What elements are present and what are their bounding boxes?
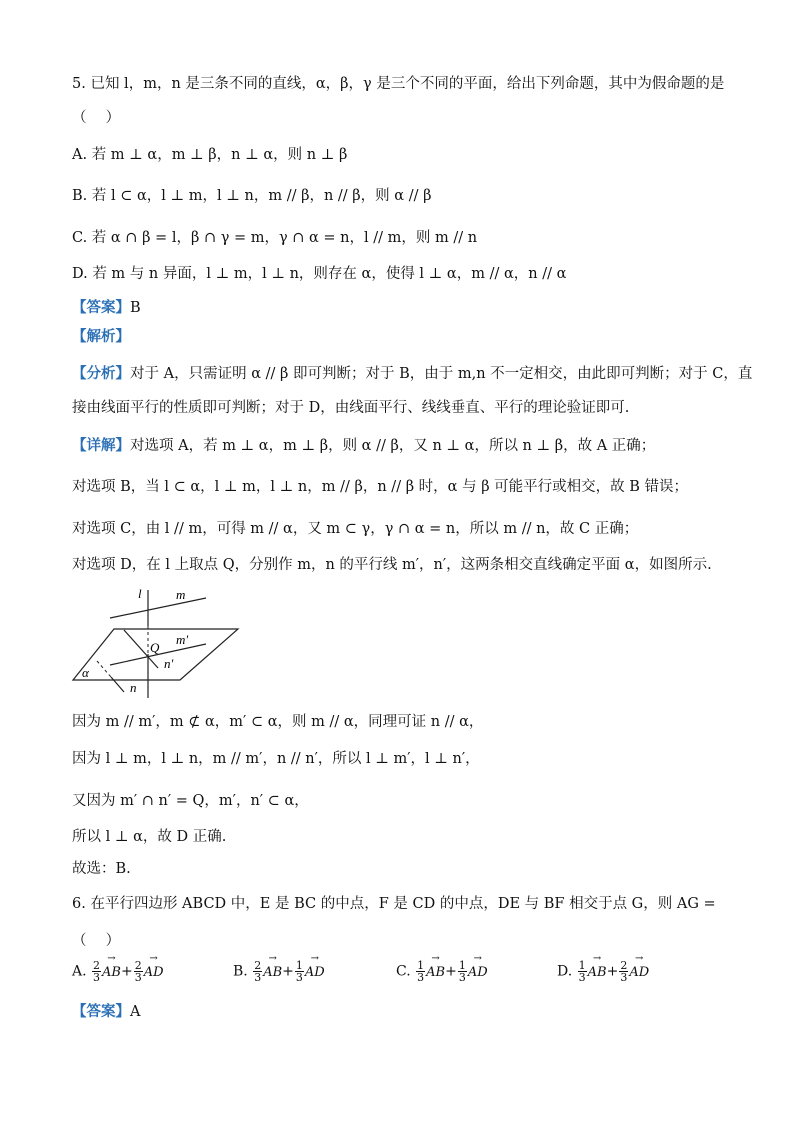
- label-n-prime: n′: [164, 656, 174, 671]
- frac-num: 1: [578, 959, 586, 972]
- q5-option-b: B. 若 l ⊂ α，l ⊥ m，l ⊥ n，m // β，n // β，则 α // β: [72, 188, 432, 204]
- frac-den: 3: [134, 971, 142, 984]
- coef-fraction: [92, 960, 101, 983]
- frac-num: 2: [93, 959, 101, 972]
- operator: +: [445, 963, 457, 980]
- q5-detail-c: 对选项 C，由 l // m，可得 m // α，又 m ⊂ γ，γ ∩ α = n，所以 m // n，故 C 正确；: [72, 521, 639, 537]
- vector: → AB: [426, 965, 445, 980]
- answer-tag: 【答案】: [72, 299, 130, 316]
- q5-after-1: 因为 m // m′，m ⊄ α，m′ ⊂ α，则 m // α，同理可证 n // α，: [72, 714, 484, 730]
- frac-den: 3: [295, 971, 303, 984]
- frac-den: 3: [578, 971, 586, 984]
- option-letter: B.: [233, 963, 248, 980]
- q5-xiangjie-line-1: [72, 436, 722, 456]
- label-m-prime: m′: [176, 632, 189, 647]
- q6-option-d: [557, 960, 649, 983]
- frac-num: 2: [134, 959, 142, 972]
- q6-paren: （ ）: [72, 933, 121, 949]
- q5-after-4: 所以 l ⊥ α，故 D 正确.: [72, 829, 227, 845]
- q6-answer: A: [130, 1004, 141, 1020]
- q5-after-2: 因为 l ⊥ m，l ⊥ n，m // m′，n // n′，所以 l ⊥ m′，l ⊥ n′，: [72, 751, 480, 767]
- coef-fraction: [295, 960, 304, 983]
- frac-den: 3: [254, 971, 262, 984]
- label-n: n: [130, 680, 137, 695]
- fenxi-tag: 【分析】: [72, 365, 130, 382]
- analysis-tag: 【解析】: [72, 328, 130, 345]
- q6-option-b: [233, 960, 325, 983]
- vector: → AD: [305, 965, 325, 980]
- line-n-hidden: [97, 661, 111, 677]
- label-alpha: α: [82, 665, 89, 680]
- operator: +: [282, 963, 294, 980]
- coef-fraction: [578, 960, 587, 983]
- xiangjie-text-1: 对选项 A，若 m ⊥ α，m ⊥ β，则 α // β，又 n ⊥ α，所以 n ⊥ β，故 A 正确；: [130, 438, 656, 454]
- option-letter: C.: [396, 963, 411, 980]
- frac-den: 3: [93, 971, 101, 984]
- line-m: [110, 598, 206, 618]
- option-letter: A.: [72, 963, 87, 980]
- q5-final: 故选：B.: [72, 861, 131, 877]
- xiangjie-tag: 【详解】: [72, 437, 130, 454]
- operator: +: [606, 963, 619, 980]
- vector: → AB: [102, 965, 121, 980]
- label-Q: Q: [150, 640, 160, 655]
- operator: +: [120, 963, 133, 980]
- q5-answer: B: [130, 300, 141, 316]
- q5-detail-d: 对选项 D，在 l 上取点 Q，分别作 m，n 的平行线 m′，n′，这两条相交直线确定平面 α，如图所示.: [72, 557, 712, 573]
- q5-fenxi-line-2: 接由线面平行的性质即可判断；对于 D，由线面平行、线线垂直、平行的理论验证即可.: [72, 400, 630, 416]
- label-l: l: [138, 586, 142, 601]
- coef-fraction: [253, 960, 262, 983]
- line-n: [111, 677, 124, 692]
- fenxi-text-1: 对于 A，只需证明 α // β 即可判断；对于 B，由于 m,n 不一定相交，由此即可判断；对于 C，直: [130, 366, 753, 382]
- q5-paren: （ ）: [72, 110, 121, 126]
- frac-den: 3: [417, 971, 425, 984]
- vector: → AB: [588, 965, 607, 980]
- vector: → AD: [144, 965, 164, 980]
- q6-answer-line: [72, 1002, 722, 1022]
- vector: → AD: [468, 965, 488, 980]
- answer-tag: 【答案】: [72, 1003, 130, 1020]
- q5-answer-line: [72, 298, 722, 318]
- q5-option-d: D. 若 m 与 n 异面，l ⊥ m，l ⊥ n，则存在 α，使得 l ⊥ α，m // α，n // α: [72, 266, 567, 282]
- frac-den: 3: [620, 971, 628, 984]
- frac-num: 1: [417, 959, 425, 972]
- q5-fenxi-line-1: [72, 364, 753, 384]
- frac-num: 1: [458, 959, 466, 972]
- frac-num: 2: [620, 959, 628, 972]
- q5-stem: 5. 已知 l，m，n 是三条不同的直线，α，β，γ 是三个不同的平面，给出下列命题，其中为假命题的是: [72, 76, 725, 92]
- frac-num: 2: [254, 959, 262, 972]
- q5-option-c: C. 若 α ∩ β = l，β ∩ γ = m，γ ∩ α = n，l // m，则 m // n: [72, 230, 478, 246]
- q6-option-c: [396, 960, 488, 983]
- q5-after-3: 又因为 m′ ∩ n′ = Q，m′，n′ ⊂ α，: [72, 793, 309, 809]
- coef-fraction: [134, 960, 143, 983]
- coef-fraction: [458, 960, 467, 983]
- q6-option-a: [72, 960, 164, 983]
- q5-detail-b: 对选项 B，当 l ⊂ α，l ⊥ m，l ⊥ n，m // β，n // β 时，α 与 β 可能平行或相交，故 B 错误；: [72, 479, 689, 495]
- frac-den: 3: [458, 971, 466, 984]
- vector: → AB: [263, 965, 282, 980]
- q5-analysis-heading: [72, 327, 722, 347]
- label-m: m: [176, 587, 186, 602]
- q6-stem: 6. 在平行四边形 ABCD 中，E 是 BC 的中点，F 是 CD 的中点，DE 与 BF 相交于点 G，则 AG =: [72, 896, 716, 912]
- vector: → AD: [629, 965, 649, 980]
- coef-fraction: [416, 960, 425, 983]
- option-letter: D.: [557, 963, 573, 980]
- geometry-figure: [66, 584, 246, 704]
- q5-option-a: A. 若 m ⊥ α，m ⊥ β，n ⊥ α，则 n ⊥ β: [72, 147, 348, 163]
- coef-fraction: [619, 960, 628, 983]
- frac-num: 1: [295, 959, 303, 972]
